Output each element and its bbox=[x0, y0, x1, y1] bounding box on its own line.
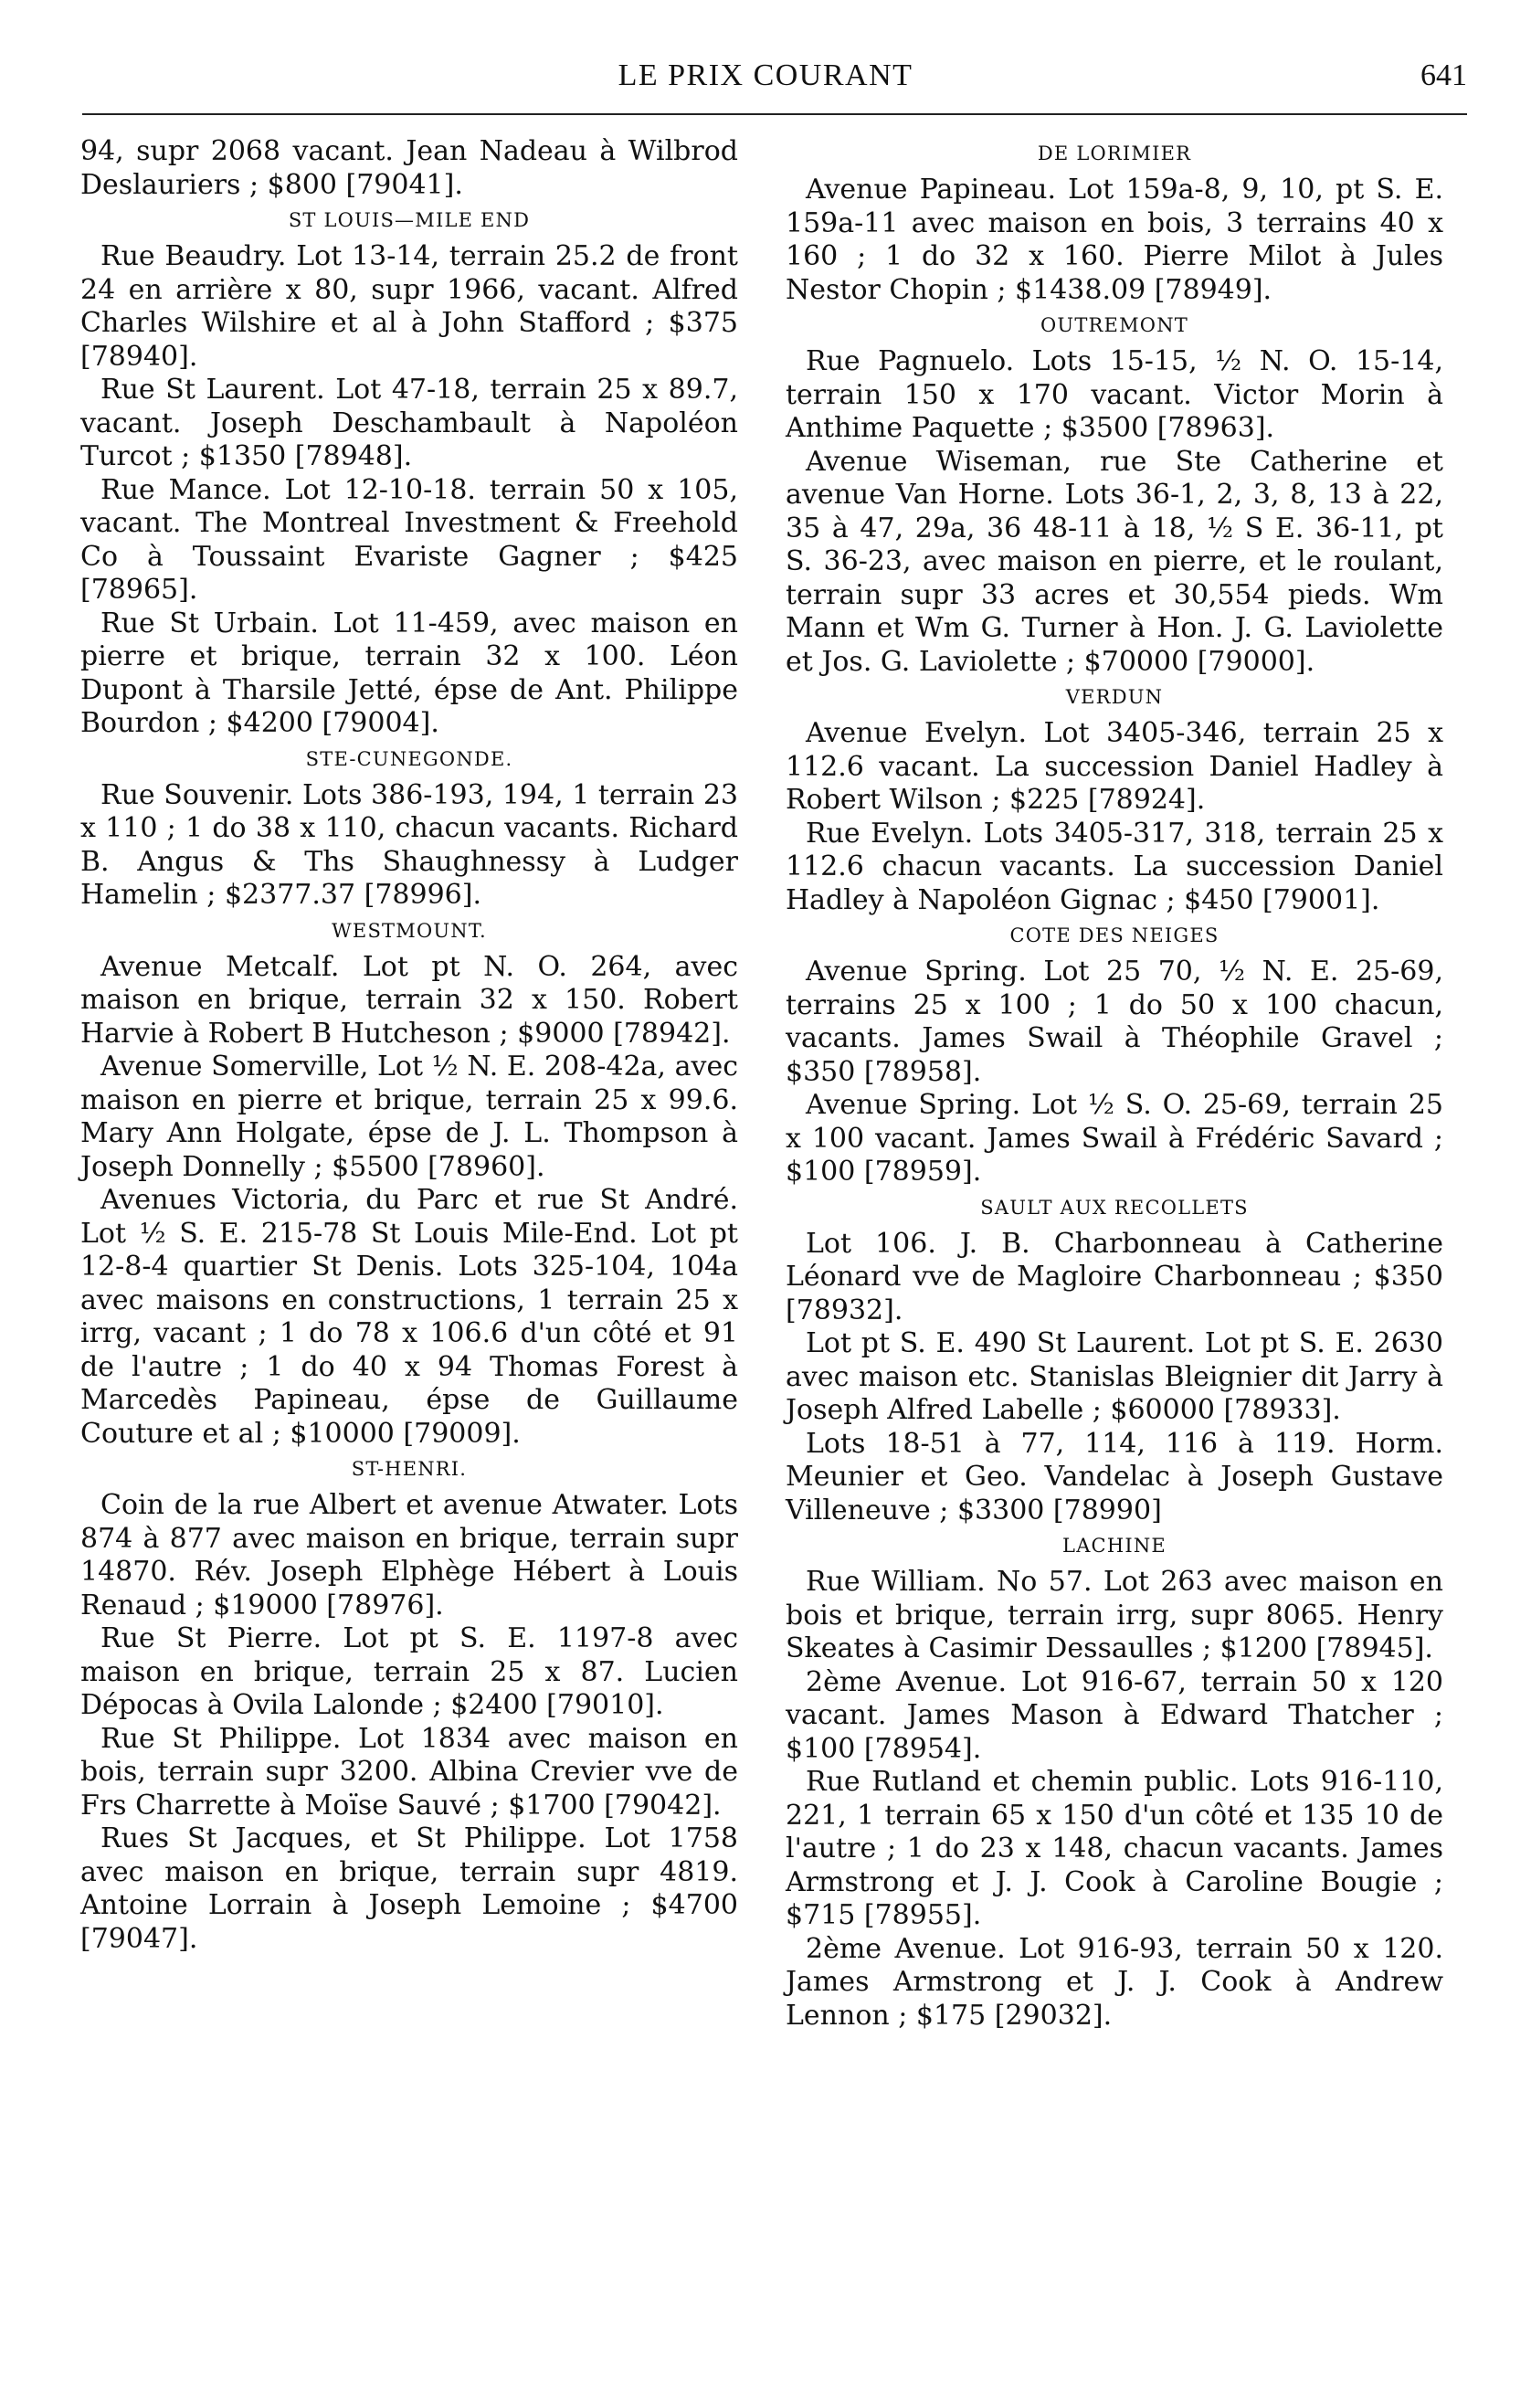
entry-avenue-papineau: Avenue Papineau. Lot 159a-8, 9, 10, pt S. E. 159a-11 avec maison en bois, 3 terrains 40 x 160 ; 1 do 32 x 160. Pierre Milot à Jules Nestor Chopin ; $1438.09 [78949]. bbox=[786, 174, 1443, 306]
section-heading-westmount: WESTMOUNT. bbox=[332, 919, 487, 942]
header-rule bbox=[82, 113, 1467, 115]
entry-coin-albert-atwater: Coin de la rue Albert et avenue Atwater. Lots 874 à 877 avec maison en brique, terrain supr 14870. Rév. Joseph Elphège Hébert à Louis Renaud ; $19000 [78976]. bbox=[80, 1489, 738, 1621]
entry-avenue-metcalf: Avenue Metcalf. Lot pt N. O. 264, avec maison en brique, terrain 32 x 150. Robert Harvie à Robert B Hutcheson ; $9000 [78942]. bbox=[80, 950, 738, 1050]
entry-lot-pt-se-490: Lot pt S. E. 490 St Laurent. Lot pt S. E. 2630 avec maison etc. Stanislas Bleignier dit Jarry à Joseph Alfred Labelle ; $60000 [78933]. bbox=[786, 1327, 1443, 1426]
section-heading-outremont: OUTREMONT bbox=[1040, 314, 1188, 336]
page-number: 641 bbox=[1420, 58, 1467, 92]
entry-avenue-evelyn: Avenue Evelyn. Lot 3405-346, terrain 25 x 112.6 vacant. La succession Daniel Hadley à Robert Wilson ; $225 [78924]. bbox=[786, 717, 1443, 816]
entry-rue-mance: Rue Mance. Lot 12-10-18. terrain 50 x 105, vacant. The Montreal Investment & Freehold Co à Toussaint Evariste Gagner ; $425 [78965]. bbox=[80, 473, 738, 606]
entry-lot-106: Lot 106. J. B. Charbonneau à Catherine Léonard vve de Magloire Charbonneau ; $350 [78932]. bbox=[786, 1227, 1443, 1326]
section-heading-verdun: VERDUN bbox=[1065, 686, 1164, 708]
entry-rue-pagnuelo: Rue Pagnuelo. Lots 15-15, ½ N. O. 15-14, terrain 150 x 170 vacant. Victor Morin à Anthime Paquette ; $3500 [78963]. bbox=[786, 345, 1443, 444]
section-heading-ste-cunegonde: STE-CUNEGONDE. bbox=[305, 747, 513, 770]
section-heading-lachine: LACHINE bbox=[1062, 1535, 1167, 1557]
entry-avenues-victoria: Avenues Victoria, du Parc et rue St André. Lot ½ S. E. 215-78 St Louis Mile-End. Lot pt 12-8-4 quartier St Denis. Lots 325-104, 104a avec maisons en constructions, 1 terrain 25 x irrg, vacant ; 1 do 78 x 106.6 d'un côté et 91 de l'autre ; 1 do 40 x 94 Thomas Forest à Marcedès Papineau, épse de Guillaume Couture et al ; $10000 [79009]. bbox=[80, 1184, 738, 1450]
entry-rue-beaudry: Rue Beaudry. Lot 13-14, terrain 25.2 de front 24 en arrière x 80, supr 1966, vacant. Alfred Charles Wilshire et al à John Stafford ; $375 [78940]. bbox=[80, 240, 738, 373]
entry-rue-st-urbain: Rue St Urbain. Lot 11-459, avec maison en pierre et brique, terrain 32 x 100. Léon Dupont à Tharsile Jetté, épse de Ant. Philippe Bourdon ; $4200 [79004]. bbox=[80, 607, 738, 739]
section-heading-st-henri: ST-HENRI. bbox=[351, 1458, 468, 1480]
entry-2eme-avenue-1: 2ème Avenue. Lot 916-67, terrain 50 x 120 vacant. James Mason à Edward Thatcher ; $100 [78954]. bbox=[786, 1665, 1443, 1765]
section-heading-de-lorimier: DE LORIMIER bbox=[1037, 143, 1192, 164]
page-title: LE PRIX COURANT bbox=[618, 58, 913, 92]
intro-paragraph: 94, supr 2068 vacant. Jean Nadeau à Wilbrod Deslauriers ; $800 [79041]. bbox=[80, 135, 738, 201]
entry-avenue-wiseman: Avenue Wiseman, rue Ste Catherine et avenue Van Horne. Lots 36-1, 2, 3, 8, 13 à 22, 35 à 47, 29a, 36 48-11 à 18, ½ S E. 36-11, pt S. 36-23, avec maison en pierre, et le roulant, terrain supr 33 acres et 30,554 pieds. Wm Mann et Wm G. Turner à Hon. J. G. Laviolette et Jos. G. Laviolette ; $70000 [79000]. bbox=[786, 445, 1443, 678]
entry-rue-st-laurent: Rue St Laurent. Lot 47-18, terrain 25 x 89.7, vacant. Joseph Deschambault à Napoléon Turcot ; $1350 [78948]. bbox=[80, 374, 738, 472]
entry-avenue-spring-1: Avenue Spring. Lot 25 70, ½ N. E. 25-69, terrains 25 x 100 ; 1 do 50 x 100 chacun, vacants. James Swail à Théophile Gravel ; $350 [78958]. bbox=[786, 956, 1443, 1088]
entry-rues-st-jacques: Rues St Jacques, et St Philippe. Lot 1758 avec maison en brique, terrain supr 4819. Antoine Lorrain à Joseph Lemoine ; $4700 [79047]. bbox=[80, 1822, 738, 1955]
section-heading-sault-aux-recollets: SAULT AUX RECOLLETS bbox=[980, 1196, 1249, 1219]
entry-rue-evelyn: Rue Evelyn. Lots 3405-317, 318, terrain 25 x 112.6 chacun vacants. La succession Daniel Hadley à Napoléon Gignac ; $450 [79001]. bbox=[786, 817, 1443, 916]
left-column bbox=[80, 135, 738, 1956]
entry-rue-william: Rue William. No 57. Lot 263 avec maison en bois et brique, terrain irrg, supr 8065. Henry Skeates à Casimir Dessaulles ; $1200 [78945]. bbox=[786, 1566, 1443, 1664]
entry-avenue-somerville: Avenue Somerville, Lot ½ N. E. 208-42a, avec maison en pierre et brique, terrain 25 x 99.6. Mary Ann Holgate, épse de J. L. Thompson à Joseph Donnelly ; $5500 [78960]. bbox=[80, 1051, 738, 1183]
entry-rue-st-philippe: Rue St Philippe. Lot 1834 avec maison en bois, terrain supr 3200. Albina Crevier vve de Frs Charrette à Moïse Sauvé ; $1700 [79042]. bbox=[80, 1722, 738, 1822]
right-column bbox=[786, 135, 1443, 2033]
section-heading-st-louis-mile-end: ST LOUIS—MILE END bbox=[288, 209, 531, 231]
entry-rue-rutland: Rue Rutland et chemin public. Lots 916-110, 221, 1 terrain 65 x 150 d'un côté et 135 10 de l'autre ; 1 do 23 x 148, chacun vacants. James Armstrong et J. J. Cook à Caroline Bougie ; $715 [78955]. bbox=[786, 1766, 1443, 1931]
section-heading-cote-des-neiges: COTE DES NEIGES bbox=[1009, 924, 1220, 946]
entry-lots-18-51: Lots 18-51 à 77, 114, 116 à 119. Horm. Meunier et Geo. Vandelac à Joseph Gustave Villeneuve ; $3300 [78990] bbox=[786, 1427, 1443, 1526]
entry-avenue-spring-2: Avenue Spring. Lot ½ S. O. 25-69, terrain 25 x 100 vacant. James Swail à Frédéric Savard ; $100 [78959]. bbox=[786, 1089, 1443, 1188]
entry-rue-souvenir: Rue Souvenir. Lots 386-193, 194, 1 terrain 23 x 110 ; 1 do 38 x 110, chacun vacants. Richard B. Angus & Ths Shaughnessy à Ludger Hamelin ; $2377.37 [78996]. bbox=[80, 778, 738, 911]
entry-2eme-avenue-2: 2ème Avenue. Lot 916-93, terrain 50 x 120. James Armstrong et J. J. Cook à Andrew Lennon ; $175 [29032]. bbox=[786, 1932, 1443, 2032]
entry-rue-st-pierre: Rue St Pierre. Lot pt S. E. 1197-8 avec maison en brique, terrain 25 x 87. Lucien Dépocas à Ovila Lalonde ; $2400 [79010]. bbox=[80, 1622, 738, 1721]
page-header bbox=[0, 58, 1531, 113]
